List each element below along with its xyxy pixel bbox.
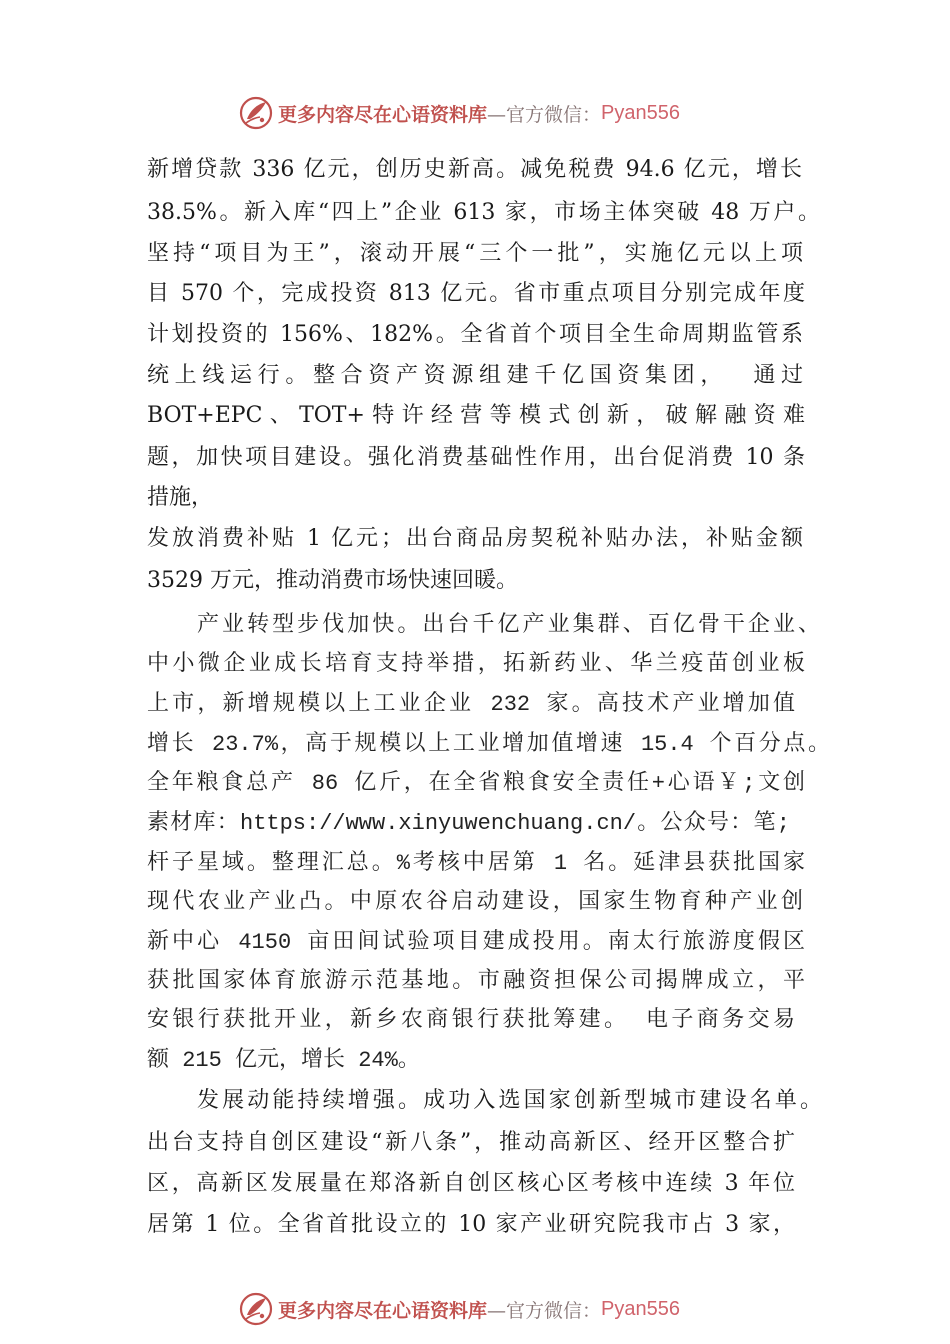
footer-banner (238, 1290, 738, 1328)
body-line: 安银行获批开业，新乡农商银行获批筹建。 电子商务交易 (147, 1008, 795, 1033)
body-line: 3529 万元，推动消费市场快速回暖。 (147, 568, 518, 593)
header-wechat-label: —官方微信： (487, 103, 602, 126)
header-wechat-id: Pyan556 (601, 101, 680, 124)
body-line: 新中心 4150 亩田间试验项目建成投用。南太行旅游度假区 (147, 930, 805, 955)
body-line: 素材库：https://www.xinyuwenchuang.cn/。公众号：笔; (147, 811, 790, 836)
body-line: 杆子星域。整理汇总。%考核中居第 1 名。延津县获批国家 (147, 851, 805, 876)
body-line: 目 570 个，完成投资 813 亿元。省市重点项目分别完成年度 (147, 281, 805, 306)
body-line: 额 215 亿元，增长 24%。 (147, 1048, 420, 1073)
body-line: 上市，新增规模以上工业企业 232 家。高技术产业增加值 (147, 692, 795, 717)
header-brand-text: 更多内容尽在心语资料库 (278, 103, 488, 126)
body-line: 38.5%。新入库“四上”企业 613 家，市场主体突破 48 万户。 (147, 200, 820, 225)
footer-brand-text: 更多内容尽在心语资料库 (278, 1299, 488, 1322)
body-line: 坚持“项目为王”，滚动开展“三个一批”，实施亿元以上项 (147, 241, 803, 266)
body-line: 全年粮食总产 86 亿斤，在全省粮食安全责任+心语￥;文创 (147, 771, 805, 796)
body-line: 措施， (147, 485, 214, 510)
quill-seal-icon (238, 95, 274, 131)
paragraph-first-line: 产业转型步伐加快。出台千亿产业集群、百亿骨干企业、 (197, 613, 820, 638)
body-line: 题，加快项目建设。强化消费基础性作用，出台促消费 10 条 (147, 445, 805, 470)
body-line: 区，高新区发展量在郑洛新自创区核心区考核中连续 3 年位 (147, 1171, 795, 1196)
quill-seal-icon (238, 1291, 274, 1327)
header-banner (238, 94, 738, 132)
footer-wechat-label: —官方微信： (487, 1299, 602, 1322)
body-line: 增长 23.7%，高于规模以上工业增加值增速 15.4 个百分点。 (147, 732, 830, 757)
body-line: BOT+EPC、TOT+特许经营等模式创新，破解融资难 (147, 403, 805, 428)
paragraph-first-line: 发展动能持续增强。成功入选国家创新型城市建设名单。 (197, 1088, 822, 1113)
body-line: 现代农业产业凸。中原农谷启动建设，国家生物育种产业创 (147, 890, 803, 915)
body-line: 出台支持自创区建设“新八条”，推动高新区、经开区整合扩 (147, 1130, 795, 1155)
body-line: 中小微企业成长培育支持举措，拓新药业、华兰疫苗创业板 (147, 652, 805, 677)
body-line: 新增贷款 336 亿元，创历史新高。减免税费 94.6 亿元，增长 (147, 157, 802, 182)
body-line: 获批国家体育旅游示范基地。市融资担保公司揭牌成立，平 (147, 969, 805, 994)
body-line: 发放消费补贴 1 亿元；出台商品房契税补贴办法，补贴金额 (147, 526, 803, 551)
body-line: 居第 1 位。全省首批设立的 10 家产业研究院我市占 3 家， (147, 1212, 795, 1237)
body-line: 统上线运行。整合资产资源组建千亿国资集团， 通过 (147, 363, 803, 388)
footer-wechat-id: Pyan556 (601, 1297, 680, 1320)
body-line: 计划投资的 156%、182%。全省首个项目全生命周期监管系 (147, 322, 803, 347)
